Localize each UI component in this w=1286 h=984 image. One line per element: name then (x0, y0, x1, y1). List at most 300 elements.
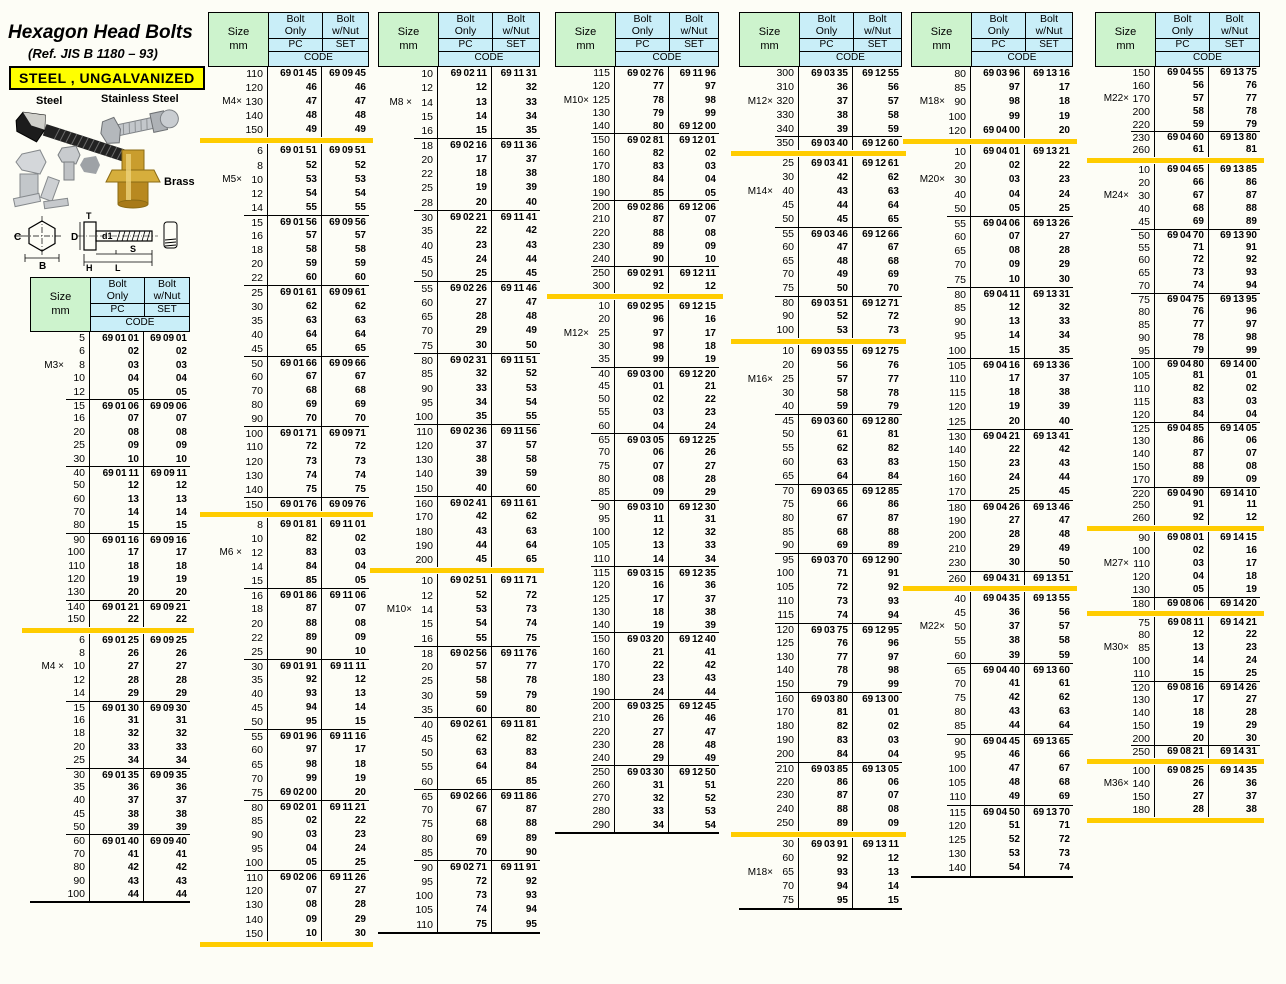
thread-size-label (30, 586, 66, 599)
size-cell: 200 (947, 528, 971, 542)
pc-code-cell: 77 (1155, 319, 1209, 332)
pc-code-cell: 51 (971, 819, 1025, 833)
pc-code-cell: 50 (799, 282, 853, 296)
set-code-cell: 93 (887, 595, 899, 607)
table-row (1095, 177, 1260, 190)
set-code-cell: 03 (354, 547, 366, 559)
code-table-t3 (378, 12, 540, 934)
thread-size-label (555, 313, 591, 326)
pc-code-cell: 17 (971, 372, 1025, 386)
thread-size-label (378, 310, 414, 324)
set-code-cell: 63 (1058, 706, 1070, 718)
table-row (1095, 487, 1260, 500)
series-divider (200, 512, 373, 517)
pc-code-cell: 18 (1155, 707, 1209, 720)
thread-size-label (378, 789, 414, 803)
thread-size-label (555, 173, 591, 186)
pc-code-cell: 27 (90, 660, 144, 673)
size-cell: 90 (414, 382, 438, 396)
thread-size-label: M14× (747, 186, 773, 198)
set-code-cell: 82 (887, 443, 899, 455)
pc-code-cell: 73 (268, 455, 322, 469)
table-row (378, 424, 540, 438)
size-cell: 16 (244, 229, 268, 243)
pc-code-cell: 39 (971, 649, 1025, 663)
thread-size-label (555, 280, 591, 293)
thread-size-label (208, 356, 244, 370)
thread-size-label (1095, 448, 1131, 461)
pc-code-cell: 03 (615, 406, 669, 419)
set-code-cell: 23 (1245, 642, 1257, 654)
size-cell: 140 (591, 619, 615, 632)
size-cell: 50 (775, 213, 799, 227)
table-row (1095, 461, 1260, 474)
table-row (208, 588, 369, 602)
size-cell: 320 (775, 95, 799, 109)
pc-code-cell: 52 (971, 833, 1025, 847)
pc-code-cell: 69 01 66 (268, 356, 322, 370)
pc-code-cell: 69 02 76 (615, 67, 669, 80)
set-code-cell: 86 (887, 498, 899, 510)
size-cell: 10 (244, 173, 268, 187)
pc-code-cell: 45 (799, 213, 853, 227)
size-cell: 20 (244, 257, 268, 271)
size-cell: 90 (244, 828, 268, 842)
table-row (208, 285, 369, 299)
pc-code-cell: 45 (438, 553, 492, 567)
thread-size-label (911, 606, 947, 620)
thread-size-label (911, 415, 947, 429)
table-row (555, 327, 719, 340)
thread-size-label (208, 109, 244, 123)
size-cell: 200 (1131, 106, 1155, 119)
code-header: CODE (1007, 52, 1037, 63)
pc-code-cell: 69 04 31 (971, 571, 1025, 585)
set-code-cell: 47 (354, 96, 366, 108)
set-code-cell: 28 (1058, 245, 1070, 257)
thread-size-label (555, 739, 591, 752)
pc-code-cell: 82 (268, 532, 322, 546)
pc-code-cell: 97 (268, 743, 322, 757)
size-cell: 20 (414, 660, 438, 674)
thread-size-label (911, 329, 947, 343)
table-row (555, 133, 719, 146)
thread-size-label (911, 528, 947, 542)
bolt-only-header: Bolt Only (800, 13, 854, 38)
table-row (378, 124, 540, 138)
size-cell: 50 (244, 715, 268, 729)
thread-size-label (555, 266, 591, 279)
table-row (739, 428, 902, 442)
pc-code-cell: 42 (971, 691, 1025, 705)
thread-size-label: M5× (222, 173, 242, 185)
pc-code-cell: 09 (90, 439, 144, 452)
table-row (1095, 254, 1260, 267)
table-row (555, 420, 719, 433)
pc-code-cell: 14 (971, 329, 1025, 343)
set-code-cell: 31 (704, 513, 716, 525)
pc-code-cell: 63 (799, 456, 853, 470)
thread-size-label (739, 324, 775, 338)
set-code-cell: 29 (354, 913, 366, 925)
thread-size-label (739, 109, 775, 123)
table-row (911, 429, 1073, 443)
thread-size-label (208, 257, 244, 271)
set-code-cell: 64 (354, 328, 366, 340)
pc-code-cell: 69 01 76 (268, 497, 322, 511)
table-row (378, 439, 540, 453)
thread-size-label (739, 81, 775, 95)
thread-size-label (911, 762, 947, 776)
table-row (30, 875, 190, 888)
thread-size-label (1095, 584, 1131, 597)
thread-size-label: M3× (44, 359, 64, 371)
size-cell: 85 (591, 486, 615, 499)
size-cell: 40 (947, 592, 971, 606)
set-code-cell: 17 (1245, 557, 1257, 569)
table-row (30, 794, 190, 807)
set-code-cell: 43 (525, 239, 537, 251)
set-code-cell: 16 (704, 314, 716, 326)
table-row (739, 762, 902, 776)
thread-size-label (739, 470, 775, 484)
set-code-cell: 31 (175, 714, 187, 726)
table-row (1095, 629, 1260, 642)
dim-d1-label: d1 (102, 231, 113, 241)
size-cell: 90 (947, 95, 971, 109)
table-row (911, 344, 1073, 358)
set-code-cell: 94 (887, 609, 899, 621)
size-cell: 25 (414, 674, 438, 688)
table-row (208, 645, 369, 659)
pc-code-cell: 22 (90, 613, 144, 626)
table-row (555, 160, 719, 173)
pc-code-cell: 67 (1155, 190, 1209, 203)
set-code-cell: 08 (704, 227, 716, 239)
table-row (1095, 532, 1260, 545)
pc-code-cell: 53 (971, 847, 1025, 861)
pc-code-cell: 49 (799, 268, 853, 282)
thread-size-label (30, 674, 66, 687)
size-cell: 180 (1131, 804, 1155, 817)
pc-code-cell: 28 (971, 528, 1025, 542)
size-cell: 25 (66, 754, 90, 767)
table-row (739, 387, 902, 401)
size-cell: 70 (775, 268, 799, 282)
thread-size-label (378, 324, 414, 338)
pc-code-cell: 28 (438, 310, 492, 324)
size-cell: 190 (591, 187, 615, 200)
size-cell: 90 (591, 500, 615, 513)
set-code-cell: 44 (704, 686, 716, 698)
table-row (739, 692, 902, 706)
pc-code-cell: 69 04 85 (1155, 422, 1209, 435)
pc-code-cell: 71 (1155, 242, 1209, 255)
thread-size-label (555, 765, 591, 778)
stainless-bolt-photo (98, 104, 181, 146)
size-cell: 100 (591, 526, 615, 539)
set-code-cell: 45 (1058, 486, 1070, 498)
thread-size-label (208, 758, 244, 772)
set-code-cell: 19 (1058, 110, 1070, 122)
pc-code-cell: 13 (615, 539, 669, 552)
table-row (208, 384, 369, 398)
thread-size-label: M10× (386, 603, 412, 615)
pc-code-cell: 69 03 20 (615, 632, 669, 645)
table-row (739, 255, 902, 269)
set-code-cell: 67 (354, 370, 366, 382)
size-cell: 80 (1131, 306, 1155, 319)
thread-size-label (378, 817, 414, 831)
pc-code-cell: 69 03 30 (615, 765, 669, 778)
thread-size-label (911, 649, 947, 663)
set-code-cell: 43 (175, 875, 187, 887)
pc-code-cell: 69 04 75 (1155, 293, 1209, 306)
thread-size-label (555, 646, 591, 659)
size-cell: 40 (947, 188, 971, 202)
size-cell: 160 (591, 147, 615, 160)
pc-code-cell: 01 (615, 380, 669, 393)
thread-size-label (739, 678, 775, 692)
table-row (378, 353, 540, 367)
size-cell: 35 (66, 781, 90, 794)
pc-code-cell: 69 (268, 398, 322, 412)
pc-code-cell: 95 (799, 894, 853, 908)
size-cell: 100 (66, 888, 90, 901)
set-code-cell: 70 (887, 283, 899, 295)
set-code-cell: 48 (354, 110, 366, 122)
thread-size-label (1095, 681, 1131, 694)
set-code-cell: 28 (354, 899, 366, 911)
size-cell: 125 (947, 415, 971, 429)
size-cell: 100 (244, 426, 268, 440)
pc-code-cell: 69 (1155, 216, 1209, 229)
size-cell: 50 (244, 356, 268, 370)
size-cell: 50 (1131, 229, 1155, 242)
table-row (911, 790, 1073, 804)
thread-size-label (378, 703, 414, 717)
set-code-cell: 24 (354, 843, 366, 855)
table-row (555, 460, 719, 473)
table-row (739, 803, 902, 817)
pc-code-cell: 61 (1155, 144, 1209, 157)
size-cell: 110 (1131, 558, 1155, 571)
table-row (555, 566, 719, 579)
reference: (Ref. JIS B 1180 – 93) (28, 46, 158, 61)
size-cell: 60 (947, 649, 971, 663)
thread-size-label: M6 × (219, 547, 242, 559)
table-row (208, 927, 369, 941)
thread-size-label (555, 486, 591, 499)
pc-code-cell: 06 (615, 446, 669, 459)
thread-size-label (30, 466, 66, 479)
size-cell: 20 (947, 159, 971, 173)
table-row (555, 213, 719, 226)
table-row (30, 701, 190, 714)
thread-size-label (739, 692, 775, 706)
thread-size-label (739, 387, 775, 401)
thread-size-label (555, 120, 591, 133)
set-code-cell: 04 (704, 174, 716, 186)
size-cell: 110 (66, 560, 90, 573)
pc-code-cell: 49 (971, 790, 1025, 804)
thread-size-label (208, 285, 244, 299)
size-cell: 120 (244, 81, 268, 95)
set-code-cell: 43 (704, 673, 716, 685)
table-row (208, 483, 369, 497)
thread-size-label (1095, 804, 1131, 817)
size-cell: 55 (591, 406, 615, 419)
thread-size-label (378, 124, 414, 138)
set-code-cell: 04 (1245, 409, 1257, 421)
thread-size-label (911, 273, 947, 287)
thread-size-label (208, 786, 244, 800)
pc-code-cell: 25 (971, 485, 1025, 499)
size-cell: 30 (414, 689, 438, 703)
table-row (911, 110, 1073, 124)
size-cell: 18 (66, 727, 90, 740)
table-end-line (378, 932, 540, 934)
set-code-cell: 39 (175, 822, 187, 834)
set-code-cell: 36 (175, 781, 187, 793)
set-code-cell: 64 (1058, 720, 1070, 732)
table-row (1095, 67, 1260, 80)
set-header: SET (157, 304, 177, 315)
table-row (555, 579, 719, 592)
set-code-cell: 28 (175, 674, 187, 686)
thread-size-label (1095, 409, 1131, 422)
table-row (378, 539, 540, 553)
pc-code-cell: 22 (438, 224, 492, 238)
thread-size-label (1095, 733, 1131, 746)
size-cell: 130 (947, 429, 971, 443)
table-row (911, 443, 1073, 457)
pc-code-cell: 69 03 25 (615, 699, 669, 712)
table-row (378, 181, 540, 195)
set-code-cell: 89 (525, 832, 537, 844)
table-row (30, 647, 190, 660)
size-cell: 110 (947, 372, 971, 386)
size-cell: 10 (414, 574, 438, 588)
size-cell: 170 (947, 485, 971, 499)
table-row (208, 229, 369, 243)
table-row (30, 506, 190, 519)
pc-code-cell: 15 (438, 124, 492, 138)
table-row (911, 386, 1073, 400)
set-code-cell: 69 13 00 (853, 692, 902, 706)
bolt-photos-image (0, 92, 200, 212)
table-row (739, 400, 902, 414)
pc-code-cell: 15 (971, 344, 1025, 358)
size-cell: 35 (244, 314, 268, 328)
thread-size-label (739, 553, 775, 567)
size-cell: 220 (1131, 119, 1155, 132)
set-code-cell: 69 12 55 (862, 68, 899, 79)
set-code-cell: 67 (887, 241, 899, 253)
pc-code-cell: 73 (1155, 267, 1209, 280)
size-cell: 260 (1131, 144, 1155, 157)
pc-code-cell: 21 (615, 646, 669, 659)
set-code-cell: 38 (1058, 387, 1070, 399)
pc-code-cell: 87 (799, 789, 853, 803)
thread-size-label (555, 526, 591, 539)
size-mm-header: Size mm (912, 13, 972, 66)
size-cell: 250 (1131, 745, 1155, 758)
thread-size-label (739, 157, 775, 171)
thread-size-label (739, 720, 775, 734)
pc-code-cell: 17 (438, 153, 492, 167)
thread-size-label (739, 123, 775, 137)
table-row (911, 691, 1073, 705)
thread-size-label (378, 574, 414, 588)
table-row (30, 781, 190, 794)
pc-code-cell: 69 01 35 (90, 768, 144, 781)
table-row (208, 173, 369, 187)
size-cell: 30 (591, 340, 615, 353)
thread-size-label (739, 789, 775, 803)
pc-code-cell: 54 (971, 861, 1025, 875)
thread-size-label (378, 803, 414, 817)
table-row (739, 414, 902, 428)
table-row (555, 433, 719, 446)
set-code-cell: 74 (525, 618, 537, 630)
thread-size-label (208, 426, 244, 440)
size-cell: 50 (414, 267, 438, 281)
table-row (378, 310, 540, 324)
bolt-wnut-header: Bolt w/Nut (332, 13, 359, 37)
set-code-cell: 69 13 65 (1025, 734, 1073, 748)
thread-size-label (555, 227, 591, 240)
set-code-cell: 91 (887, 568, 899, 580)
thread-size-label (739, 171, 775, 185)
size-cell: 6 (244, 144, 268, 158)
pc-code-cell: 69 02 81 (615, 133, 669, 146)
size-cell: 35 (591, 353, 615, 366)
table-row (739, 637, 902, 651)
set-code-cell: 05 (704, 187, 716, 199)
series-divider (370, 568, 544, 573)
thread-size-label (208, 215, 244, 229)
pc-code-cell: 02 (971, 159, 1025, 173)
pc-code-cell: 93 (799, 866, 853, 880)
pc-code-cell: 96 (615, 313, 669, 326)
thread-size-label (30, 546, 66, 559)
pc-code-cell: 57 (1155, 93, 1209, 106)
size-cell: 22 (244, 631, 268, 645)
pc-code-cell: 04 (90, 372, 144, 385)
set-code-cell: 37 (1058, 372, 1070, 384)
set-code-cell: 47 (1058, 514, 1070, 526)
thread-size-label (911, 400, 947, 414)
set-code-cell: 69 09 16 (144, 533, 190, 546)
pc-code-cell: 55 (268, 201, 322, 215)
table-row (1095, 80, 1260, 93)
thread-size-label (378, 875, 414, 889)
set-code-cell: 69 09 40 (144, 834, 190, 847)
thread-size-label (378, 539, 414, 553)
pc-code-cell: 69 08 01 (1155, 532, 1209, 545)
size-cell: 180 (775, 720, 799, 734)
pc-code-cell: 90 (268, 645, 322, 659)
size-cell: 22 (414, 167, 438, 181)
table-row (378, 603, 540, 617)
table-row (555, 173, 719, 186)
table-row (739, 595, 902, 609)
thread-size-label (208, 898, 244, 912)
size-cell: 40 (66, 466, 90, 479)
table-row (30, 861, 190, 874)
pc-code-cell: 72 (438, 875, 492, 889)
